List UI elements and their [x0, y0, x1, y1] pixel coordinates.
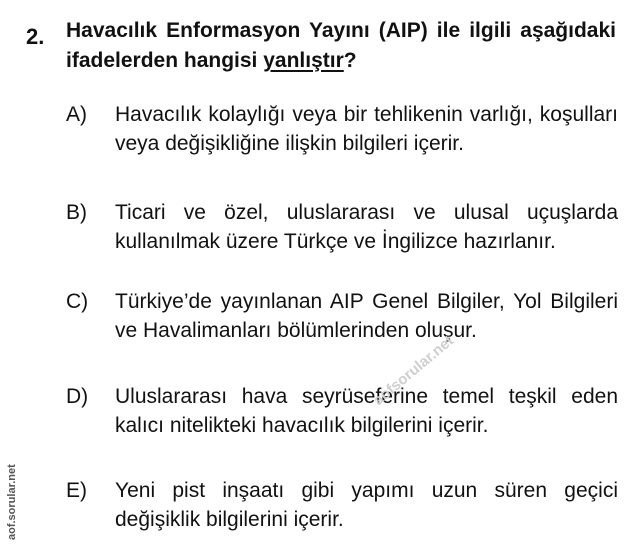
option-letter: E) — [66, 479, 87, 502]
question-stem-text: Havacılık Enformasyon Yayını (AIP) ile ilgili aşağıdaki ifadelerden hangisi — [66, 19, 616, 72]
side-watermark: aof.sorular.net — [6, 464, 18, 540]
option-letter: B) — [66, 201, 87, 224]
option-text: Uluslararası hava seyrüseferine temel teşkil eden kalıcı nitelikteki havacılık bilgilerini içerir. — [115, 385, 618, 437]
option-letter: D) — [66, 385, 89, 408]
question-stem — [66, 16, 616, 76]
option-letter: C) — [66, 290, 89, 313]
option-text: Türkiye’de yayınlanan AIP Genel Bilgiler, Yol Bilgileri ve Havalimanları bölümlerinden oluşur. — [115, 290, 618, 342]
option-text: Havacılık kolaylığı veya bir tehlikenin varlığı, koşulları veya değişikliğine ilişkin bilgileri içerir. — [115, 103, 618, 155]
option-text: Ticari ve özel, uluslararası ve ulusal uçuşlarda kullanılmak üzere Türkçe ve İngilizce hazırlanır. — [115, 201, 618, 253]
question-number: 2. — [26, 24, 45, 49]
diagonal-watermark: aofsorular.net — [370, 332, 457, 410]
question-stem-emphasis: yanlıştır — [263, 49, 344, 72]
option-text: Yeni pist inşaatı gibi yapımı uzun süren geçici değişiklik bilgilerini içerir. — [115, 479, 618, 531]
option-letter: A) — [66, 103, 87, 126]
question-stem-end: ? — [343, 49, 357, 72]
